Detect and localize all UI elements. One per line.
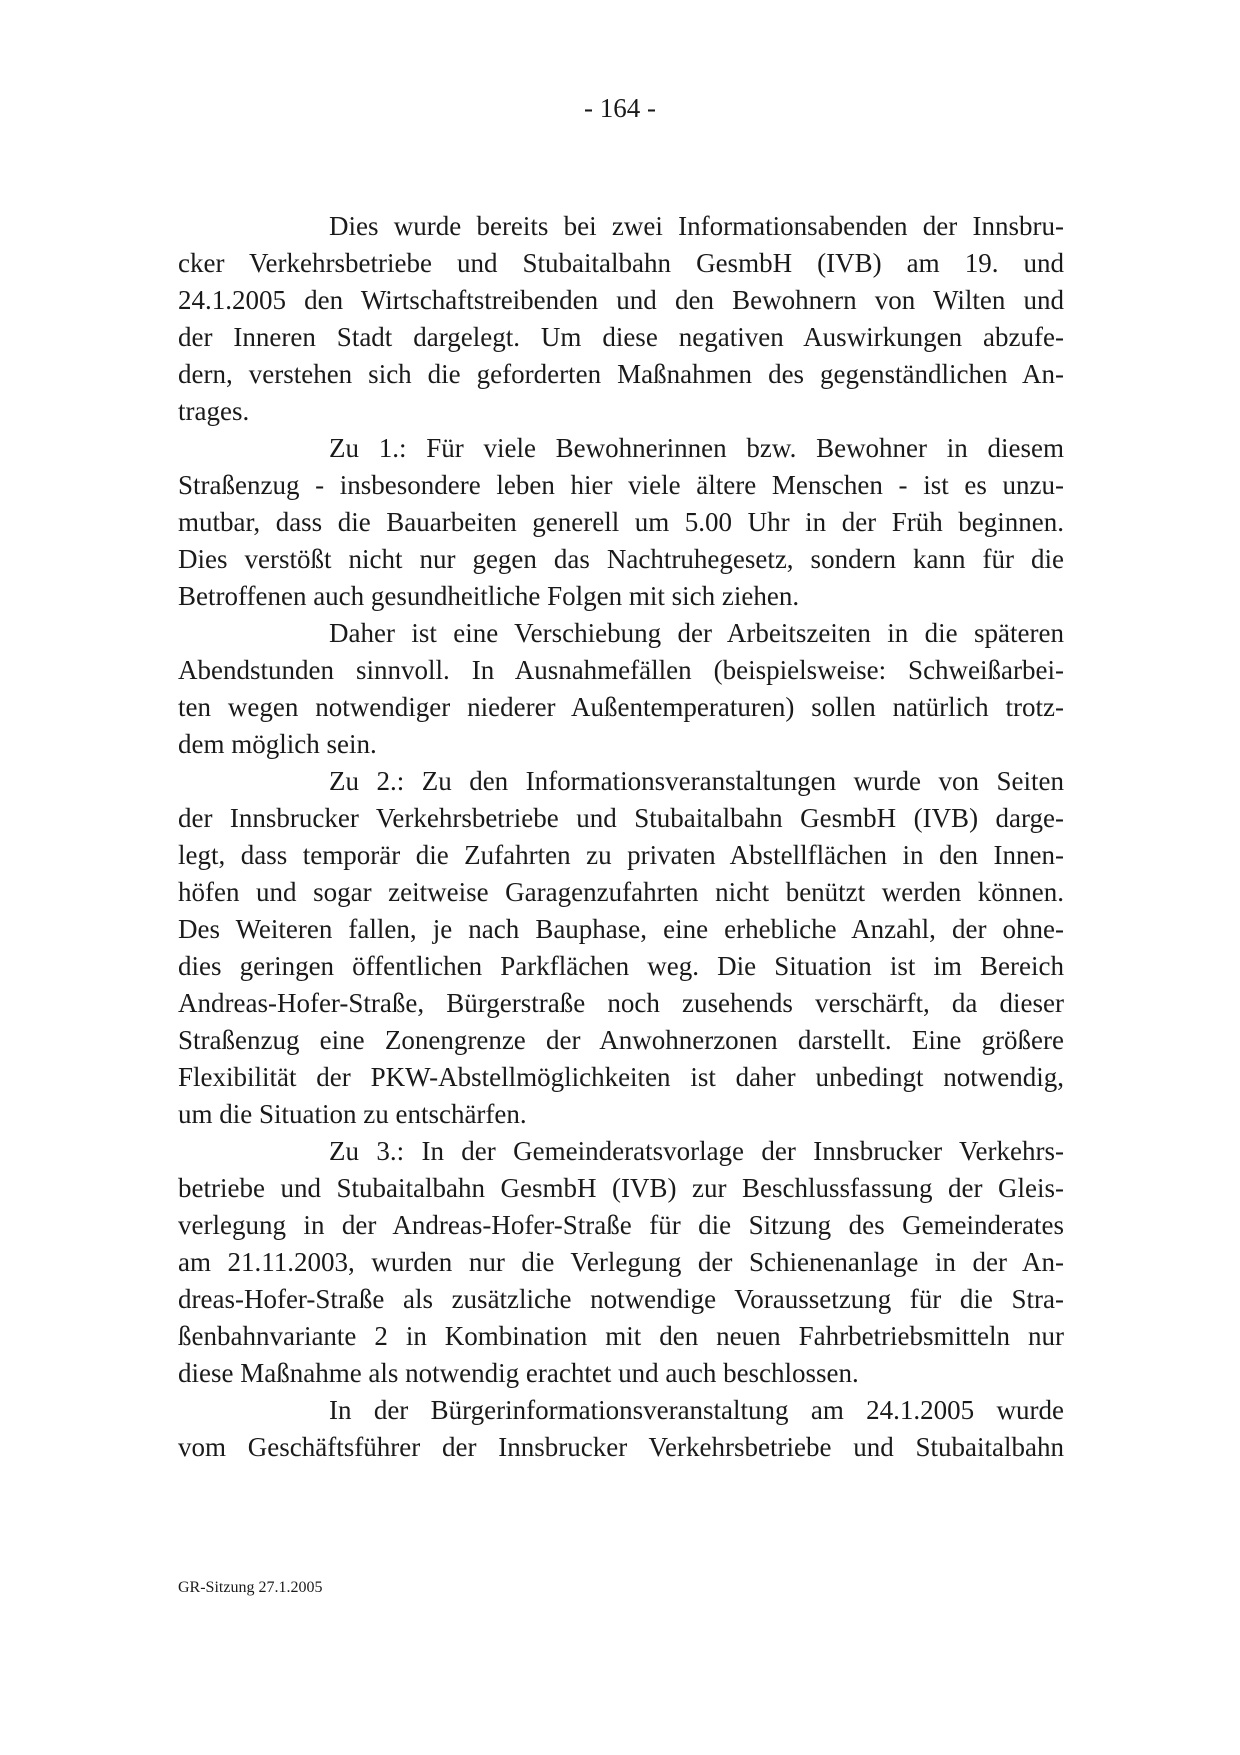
text-line: Dies verstößt nicht nur gegen das Nachtruhegesetz, sondern kann für die (178, 544, 1064, 574)
text-line: cker Verkehrsbetriebe und Stubaitalbahn GesmbH (IVB) am 19. und (178, 248, 1064, 278)
text-line: vom Geschäftsführer der Innsbrucker Verkehrsbetriebe und Stubaitalbahn (178, 1432, 1064, 1462)
text-line: der Inneren Stadt dargelegt. Um diese negativen Auswirkungen abzufe- (178, 322, 1064, 352)
paragraph (178, 1392, 1064, 1466)
text-line: Dies wurde bereits bei zwei Informationsabenden der Innsbru- (329, 211, 1064, 241)
text-line: Zu 1.: Für viele Bewohnerinnen bzw. Bewohner in diesem (329, 433, 1064, 463)
text-line: ten wegen notwendiger niederer Außentemperaturen) sollen natürlich trotz- (178, 692, 1064, 722)
page-number: - 164 - (584, 93, 656, 123)
text-line: Betroffenen auch gesundheitliche Folgen mit sich ziehen. (178, 581, 800, 611)
text-line: mutbar, dass die Bauarbeiten generell um 5.00 Uhr in der Früh beginnen. (178, 507, 1064, 537)
text-line: der Innsbrucker Verkehrsbetriebe und Stubaitalbahn GesmbH (IVB) darge- (178, 803, 1064, 833)
footer-session-date: GR-Sitzung 27.1.2005 (178, 1579, 323, 1596)
text-line: legt, dass temporär die Zufahrten zu privaten Abstellflächen in den Innen- (178, 840, 1064, 870)
text-line: Abendstunden sinnvoll. In Ausnahmefällen (beispielsweise: Schweißarbei- (178, 655, 1064, 685)
text-line: Andreas-Hofer-Straße, Bürgerstraße noch zusehends verschärft, da dieser (178, 988, 1064, 1018)
text-line: Straßenzug - insbesondere leben hier viele ältere Menschen - ist es unzu- (178, 470, 1064, 500)
text-line: um die Situation zu entschärfen. (178, 1099, 527, 1129)
text-line: ßenbahnvariante 2 in Kombination mit den neuen Fahrbetriebsmitteln nur (178, 1321, 1064, 1351)
text-line: Zu 2.: Zu den Informationsveranstaltungen wurde von Seiten (329, 766, 1064, 796)
text-line: dem möglich sein. (178, 729, 377, 759)
text-line: dies geringen öffentlichen Parkflächen weg. Die Situation ist im Bereich (178, 951, 1064, 981)
text-line: dreas-Hofer-Straße als zusätzliche notwendige Voraussetzung für die Stra- (178, 1284, 1064, 1314)
text-line: In der Bürgerinformationsveranstaltung am 24.1.2005 wurde (329, 1395, 1064, 1425)
text-line: Straßenzug eine Zonengrenze der Anwohnerzonen darstellt. Eine größere (178, 1025, 1064, 1055)
text-line: am 21.11.2003, wurden nur die Verlegung der Schienenanlage in der An- (178, 1247, 1064, 1277)
paragraph (178, 763, 1064, 1133)
text-line: trages. (178, 396, 250, 426)
text-line: diese Maßnahme als notwendig erachtet und auch beschlossen. (178, 1358, 859, 1388)
paragraph (178, 615, 1064, 763)
text-line: verlegung in der Andreas-Hofer-Straße für die Sitzung des Gemeinderates (178, 1210, 1064, 1240)
document-body (178, 208, 1064, 1466)
text-line: höfen und sogar zeitweise Garagenzufahrten nicht benützt werden können. (178, 877, 1064, 907)
paragraph (178, 430, 1064, 615)
text-line: Zu 3.: In der Gemeinderatsvorlage der Innsbrucker Verkehrs- (329, 1136, 1064, 1166)
text-line: Daher ist eine Verschiebung der Arbeitszeiten in die späteren (329, 618, 1064, 648)
text-line: betriebe und Stubaitalbahn GesmbH (IVB) zur Beschlussfassung der Gleis- (178, 1173, 1064, 1203)
text-line: Des Weiteren fallen, je nach Bauphase, eine erhebliche Anzahl, der ohne- (178, 914, 1064, 944)
text-line: dern, verstehen sich die geforderten Maßnahmen des gegenständlichen An- (178, 359, 1064, 389)
text-line: Flexibilität der PKW-Abstellmöglichkeiten ist daher unbedingt notwendig, (178, 1062, 1064, 1092)
paragraph (178, 1133, 1064, 1392)
text-line: 24.1.2005 den Wirtschaftstreibenden und den Bewohnern von Wilten und (178, 285, 1064, 315)
paragraph (178, 208, 1064, 430)
